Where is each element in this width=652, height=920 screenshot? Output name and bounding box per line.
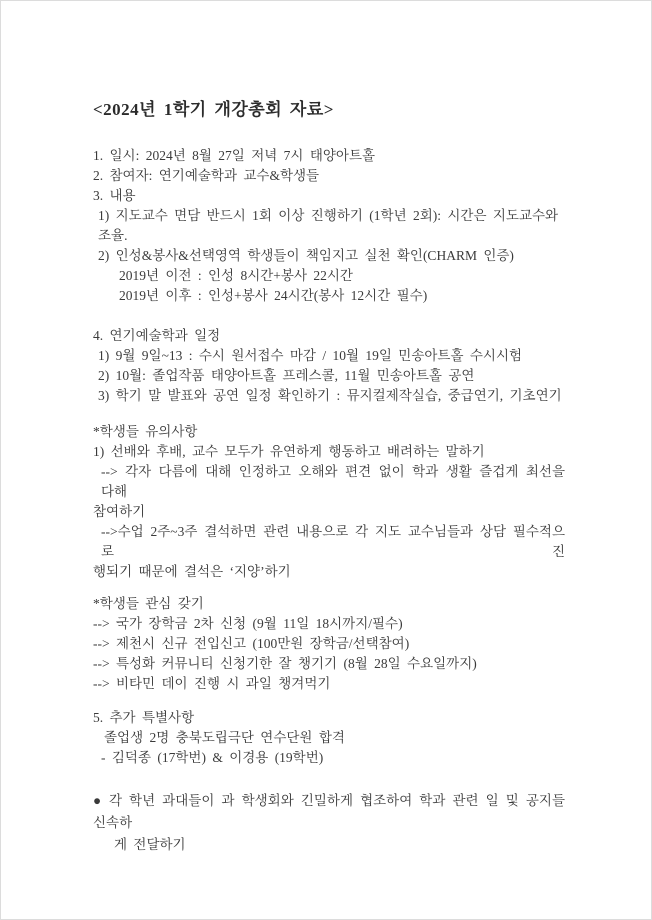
info-datetime: 1. 일시: 2024년 8월 27일 저녁 7시 태양아트홀 [93,148,376,163]
schedule-item3: 3) 학기 말 발표와 공연 일정 확인하기 : 뮤지컬제작실습, 중급연기, 기초연기 [98,388,562,403]
interests-item2: --> 제천시 신규 전입신고 (100만원 장학금/선택참여) [93,636,410,651]
notices-arrow1-line1: --> 각자 다름에 대해 인정하고 오해와 편견 없이 학과 생활 즐겁게 최선을 다해 [101,464,565,499]
schedule-item2: 2) 10월: 졸업작품 태양아트홀 프레스콜, 11월 민송아트홀 공연 [98,368,475,383]
interests-item1: --> 국가 장학금 2차 신청 (9월 11일 18시까지/필수) [93,616,403,631]
schedule-heading: 4. 연기예술학과 일정 [93,328,221,343]
interests-item3: --> 특성화 커뮤니티 신청기한 잘 챙기기 (8월 28일 수요일까지) [93,656,477,671]
info-contents-heading: 3. 내용 [93,188,136,203]
notices-heading: *학생들 유의사항 [93,424,198,439]
interests-item4: --> 비타민 데이 진행 시 과일 챙겨먹기 [93,676,331,691]
footer-note-line1: ● 각 학년 과대들이 과 학생회와 긴밀하게 협조하여 학과 관련 일 및 공지들 신속하 [93,793,565,830]
notices-item1: 1) 선배와 후배, 교수 모두가 유연하게 행동하고 배려하는 말하기 [93,444,485,459]
info-contents-item2-after2019: 2019년 이후 : 인성+봉사 24시간(봉사 12시간 필수) [119,288,428,303]
info-contents-item1: 1) 지도교수 면담 반드시 1회 이상 진행하기 (1학년 2회): 시간은 지도교수와 조율. [98,208,559,243]
notices-arrow2-line2: 행되기 때문에 결석은 ‘지양’하기 [93,564,291,579]
info-participants: 2. 참여자: 연기예술학과 교수&학생들 [93,168,320,183]
info-contents-item2-before2019: 2019년 이전 : 인성 8시간+봉사 22시간 [119,268,353,283]
special-heading: 5. 추가 특별사항 [93,710,195,725]
footer-note [93,790,565,856]
section-interests [93,594,565,694]
notices-arrow1-line2: 참여하기 [93,504,146,519]
section-special [93,708,565,768]
interests-heading: *학생들 관심 갖기 [93,596,204,611]
special-line1: 졸업생 2명 충북도립극단 연수단원 합격 [104,730,345,745]
section-notices [93,422,565,582]
footer-note-line2: 게 전달하기 [114,837,186,852]
notices-arrow2-line1: -->수업 2주~3주 결석하면 관련 내용으로 각 지도 교수님들과 상담 필수적으로 진 [101,524,565,559]
special-line2: - 김덕종 (17학번) & 이경용 (19학번) [101,750,324,765]
info-contents-item2: 2) 인성&봉사&선택영역 학생들이 책임지고 실천 확인(CHARM 인증) [98,248,514,263]
section-info [93,146,565,306]
section-schedule [93,326,565,406]
schedule-item1: 1) 9월 9일~13 : 수시 원서접수 마감 / 10월 19일 민송아트홀 수시시험 [98,348,523,363]
document-title: <2024년 1학기 개강총회 자료> [93,100,334,119]
